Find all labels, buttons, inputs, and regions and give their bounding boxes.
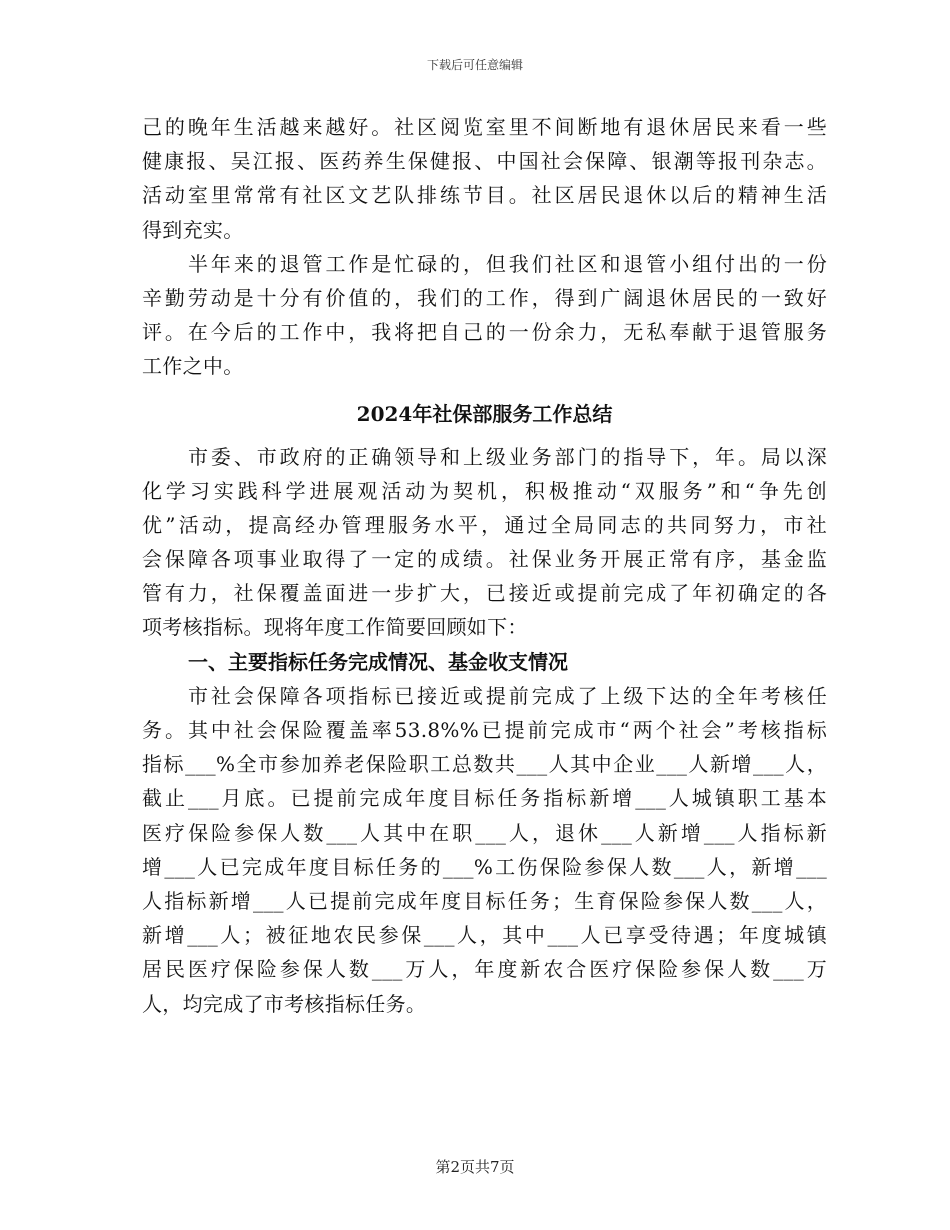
paragraph-intro — [142, 440, 827, 645]
text-line: 人，均完成了市考核指标任务。 — [142, 991, 427, 1016]
text-line: 管有力，社保覆盖面进一步扩大，已接近或提前完成了年初确定的各 — [142, 581, 827, 606]
text-line: 务。其中社会保险覆盖率53.8%%已提前完成市“两个社会”考核指标 — [142, 718, 827, 742]
text-line: 化学习实践科学进展观活动为契机，积极推动“双服务”和“争先创 — [142, 478, 827, 503]
text-line: 活动室里常常有社区文艺队排练节目。社区居民退休以后的精神生活 — [142, 183, 827, 208]
paragraph-indicators — [142, 679, 827, 1021]
text-line: 会保障各项事业取得了一定的成绩。社保业务开展正常有序，基金监 — [142, 547, 827, 572]
text-line: 项考核指标。现将年度工作简要回顾如下： — [142, 615, 528, 640]
text-line: 市委、市政府的正确领导和上级业务部门的指导下，年。局以深 — [188, 444, 827, 469]
text-line: 居民医疗保险参保人数___万人，年度新农合医疗保险参保人数___万 — [142, 957, 827, 982]
text-line: 健康报、吴江报、医药养生保健报、中国社会保障、银潮等报刊杂志。 — [142, 149, 827, 174]
text-line: 己的晚年生活越来越好。社区阅览室里不间断地有退休居民来看一些 — [142, 115, 827, 139]
text-line: 指标___%全市参加养老保险职工总数共___人其中企业___人新增___人， — [142, 752, 827, 777]
text-line: 增___人已完成年度目标任务的___%工伤保险参保人数___人，新增___ — [142, 854, 827, 879]
document-body — [142, 110, 827, 1021]
paragraph-continued — [142, 110, 827, 247]
paragraph-summary — [142, 247, 827, 384]
text-line: 工作之中。 — [142, 354, 244, 379]
text-line: 市社会保障各项指标已接近或提前完成了上级下达的全年考核任 — [188, 683, 827, 708]
text-line: 评。在今后的工作中，我将把自己的一份余力，无私奉献于退管服务 — [142, 320, 827, 345]
text-line: 得到充实。 — [142, 217, 244, 242]
section-title: 2024年社保部服务工作总结 — [356, 401, 613, 426]
text-line: 优”活动，提高经办管理服务水平，通过全局同志的共同努力，市社 — [142, 512, 827, 537]
page-header: 下载后可任意编辑 — [426, 58, 523, 72]
text-line: 辛勤劳动是十分有价值的，我们的工作，得到广阔退休居民的一致好 — [142, 285, 827, 310]
text-line: 人指标新增___人已提前完成年度目标任务；生育保险参保人数___人， — [142, 888, 827, 913]
subheading: 一、主要指标任务完成情况、基金收支情况 — [188, 649, 568, 674]
page-footer: 第2页共7页 — [435, 1158, 515, 1176]
text-line: 截止___月底。已提前完成年度目标任务指标新增___人城镇职工基本 — [142, 786, 827, 811]
text-line: 半年来的退管工作是忙碌的，但我们社区和退管小组付出的一份 — [188, 251, 827, 276]
text-line: 新增___人；被征地农民参保___人，其中___人已享受待遇；年度城镇 — [142, 923, 827, 948]
text-line: 医疗保险参保人数___人其中在职___人，退休___人新增___人指标新 — [142, 820, 827, 845]
